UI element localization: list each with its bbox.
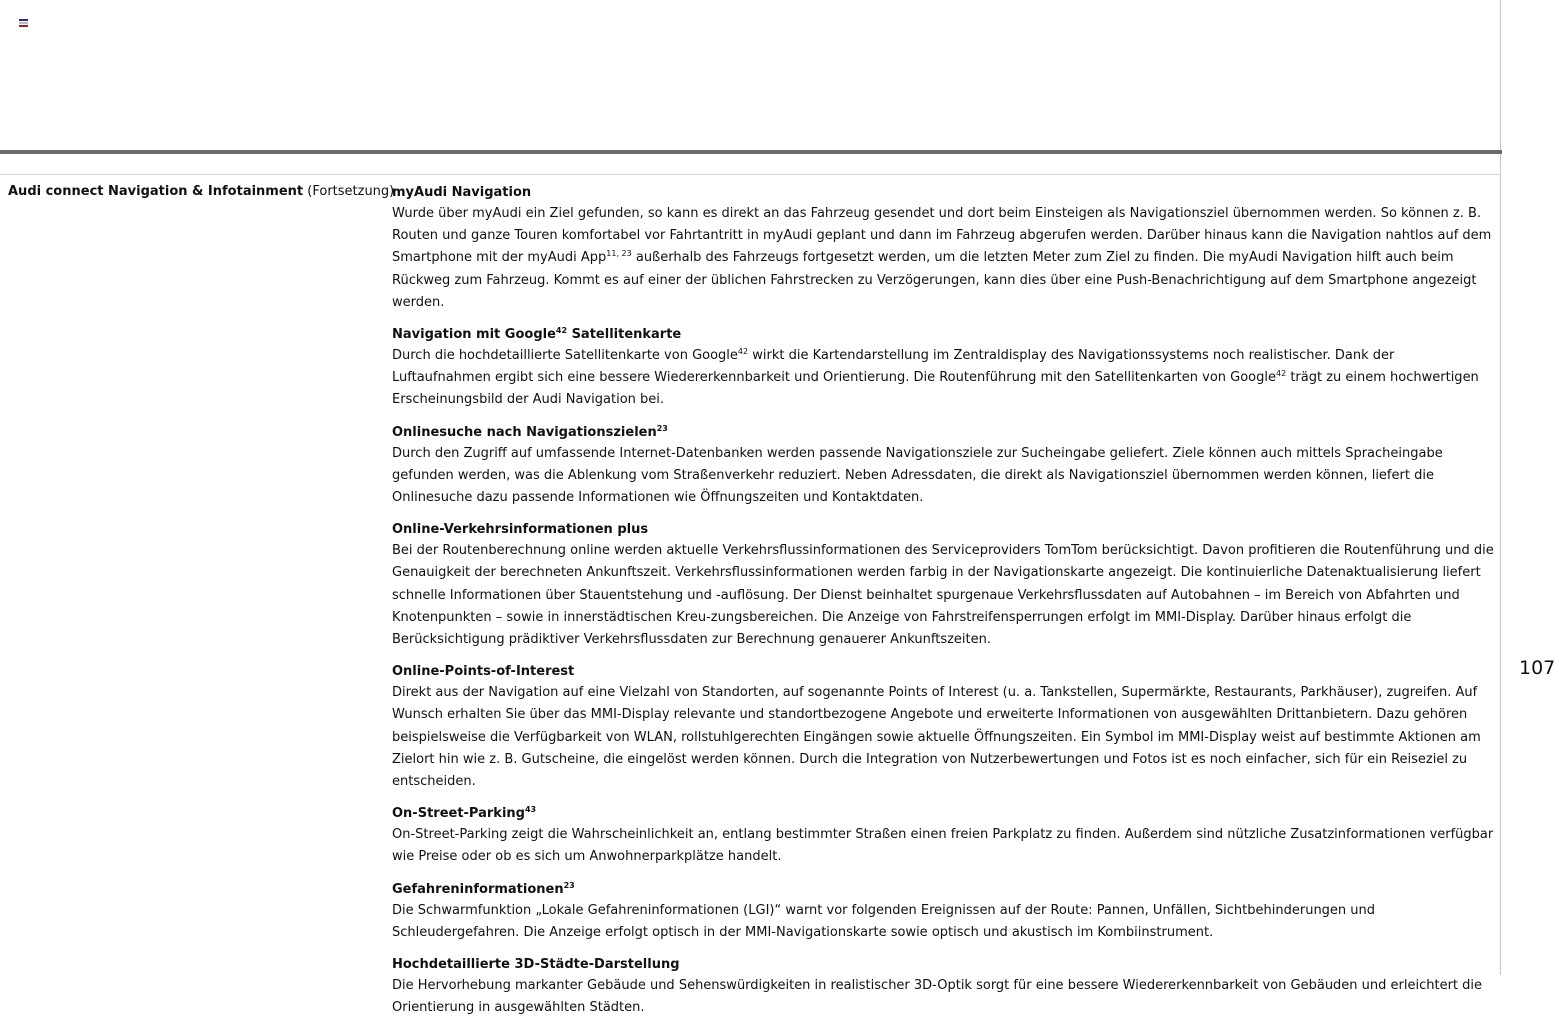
feature-entry <box>392 880 1496 944</box>
header-divider <box>0 150 1502 154</box>
feature-entry <box>392 325 1496 412</box>
feature-body: Bei der Routenberechnung online werden aktuelle Verkehrsflussinformationen des Serviceproviders TomTom berücksichtigt. Davon profitieren die Routenführung und die Genauigkeit der berechneten Ankunftszeit. Verkehrsflussinformationen werden farbig in der Navigationskarte angezeigt. Die kontinuierliche Datenaktualisierung liefert schnelle Informationen über Stauentstehung und -auflösung. Der Dienst beinhaltet spurgenaue Verkehrsflussdaten auf Autobahnen – im Bereich von Abfahrten und Knotenpunkten – sowie in innerstädtischen Kreu-zungsbereichen. Die Anzeige von Fahrstreifensperrungen erfolgt im MMI-Display. Darüber hinaus erfolgt die Berücksichtigung prädiktiver Verkehrsflussdaten zur Berechnung genauerer Ankunftszeiten. <box>392 543 1494 648</box>
feature-body: On-Street-Parking zeigt die Wahrscheinlichkeit an, entlang bestimmter Straßen einen freien Parkplatz zu finden. Außerdem sind nützliche Zusatzinformationen verfügbar wie Preise oder ob es sich um Anwohnerparkplätze handelt. <box>392 827 1494 865</box>
feature-title-text: Gefahreninformationen <box>392 881 564 897</box>
table-top-rule <box>0 174 1501 175</box>
feature-body <box>392 345 1496 412</box>
feature-title <box>392 423 1496 443</box>
feature-body-text: Durch die hochdetaillierte Satellitenkarte von Google <box>392 348 738 364</box>
feature-body: Die Schwarmfunktion „Lokale Gefahreninformationen (LGI)“ warnt vor folgenden Ereignissen auf der Route: Pannen, Unfällen, Sichtbehinderungen und Schleudergefahren. Die Anzeige erfolgt optisch in der MMI-Navigationskarte sowie optisch und akustisch im Kombiinstrument. <box>392 902 1376 940</box>
footnote-ref: 42 <box>1276 369 1287 379</box>
feature-list <box>392 183 1496 1030</box>
footnote-ref: 42 <box>737 347 749 357</box>
feature-title <box>392 880 1496 900</box>
right-border-rule <box>1500 0 1501 975</box>
feature-entry <box>392 520 1496 651</box>
section-suffix: (Fortsetzung) <box>303 184 395 199</box>
footnote-ref: 23 <box>563 880 575 890</box>
feature-body: Direkt aus der Navigation auf eine Vielzahl von Standorten, auf sogenannte Points of Interest (u. a. Tankstellen, Supermärkte, Restaurants, Parkhäuser), zugreifen. Auf Wunsch erhalten Sie über das MMI-Display relevante und standortbezogene Angebote und erweiterte Informationen von ausgewählten Drittanbietern. Dazu gehören beispielsweise die Verfügbarkeit von WLAN, rollstuhlgerechten Eingängen sowie aktuelle Öffnungszeiten. Ein Symbol im MMI-Display weist auf bestimmte Aktionen am Zielort hin wie z. B. Gutscheine, die eingelöst werden können. Durch die Integration von Nutzerbewertungen und Fotos ist es noch einfacher, sich für ein Reiseziel zu entscheiden. <box>392 685 1481 790</box>
feature-title: Online-Verkehrsinformationen plus <box>392 522 649 538</box>
feature-entry <box>392 423 1496 510</box>
feature-entry <box>392 955 1496 1019</box>
menu-icon-stripe <box>19 19 28 21</box>
feature-body: Durch den Zugriff auf umfassende Internet-Datenbanken werden passende Navigationsziele zur Sucheingabe geliefert. Ziele können auch mittels Spracheingabe gefunden werden, was die Ablenkung vom Straßenverkehr reduziert. Neben Adressdaten, die direkt als Navigationsziel übernommen werden können, liefert die Onlinesuche dazu passende Informationen wie Öffnungszeiten und Kontaktdaten. <box>392 445 1443 506</box>
menu-icon-stripe <box>19 25 28 27</box>
feature-title: Hochdetaillierte 3D-Städte-Darstellung <box>392 957 680 973</box>
feature-title-text: Onlinesuche nach Navigationszielen <box>392 424 657 440</box>
footnote-ref: 43 <box>524 805 537 815</box>
menu-icon[interactable] <box>19 19 28 27</box>
feature-body-text: trägt zu einem hochwertigen Erscheinungsbild der Audi Navigation bei. <box>392 370 1479 408</box>
footnote-ref: 42 <box>555 326 568 336</box>
feature-body: Die Hervorhebung markanter Gebäude und Sehenswürdigkeiten in realistischer 3D-Optik sorgt für eine bessere Wiedererkennbarkeit von Gebäuden und erleichtert die Orientierung in ausgewählten Städten. <box>392 978 1483 1016</box>
feature-body-text: Wurde über myAudi ein Ziel gefunden, so kann es direkt an das Fahrzeug gesendet und dort beim Einsteigen als Navigationsziel übernommen werden. So können z. B. Routen und ganze Touren komfortabel vor Fahrtantritt in myAudi geplant und dann im Fahrzeug abgerufen werden. Darüber hinaus kann die Navigation nahtlos auf dem Smartphone mit der myAudi App <box>392 206 1492 266</box>
feature-title-text: Satellitenkarte <box>567 327 682 343</box>
feature-title <box>392 804 1496 824</box>
footnote-ref: 11, 23 <box>606 249 632 259</box>
feature-title: myAudi Navigation <box>392 185 532 200</box>
feature-body-text: außerhalb des Fahrzeugs fortgesetzt werden, um die letzten Meter zum Ziel zu finden. Die myAudi Navigation hilft auch beim Rückweg zum Fahrzeug. Kommt es auf einer der üblichen Fahrstrecken zu Verzögerungen, kann dies über eine Push-Benachrichtigung auf dem Smartphone angezeigt werden. <box>392 250 1477 310</box>
section-title: Audi connect Navigation & Infotainment <box>8 184 304 199</box>
feature-title: Online-Points-of-Interest <box>392 664 575 680</box>
feature-title <box>392 325 1496 345</box>
page-number: 107 <box>1519 657 1555 679</box>
feature-body-text: wirkt die Kartendarstellung im Zentraldisplay des Navigationssystems noch realistischer. Dank der Luftaufnahmen ergibt sich eine bessere Wiedererkennbarkeit und Orientierung. Die Routenführung mit den Satellitenkarten von Google <box>392 348 1395 386</box>
feature-body <box>392 203 1496 314</box>
menu-icon-stripe <box>19 22 28 24</box>
feature-entry <box>392 804 1496 868</box>
footnote-ref: 23 <box>656 423 668 433</box>
feature-title-text: Navigation mit Google <box>392 327 556 343</box>
feature-title-text: On-Street-Parking <box>392 806 525 822</box>
section-label <box>8 183 394 201</box>
feature-entry <box>392 662 1496 793</box>
feature-entry <box>392 183 1496 314</box>
